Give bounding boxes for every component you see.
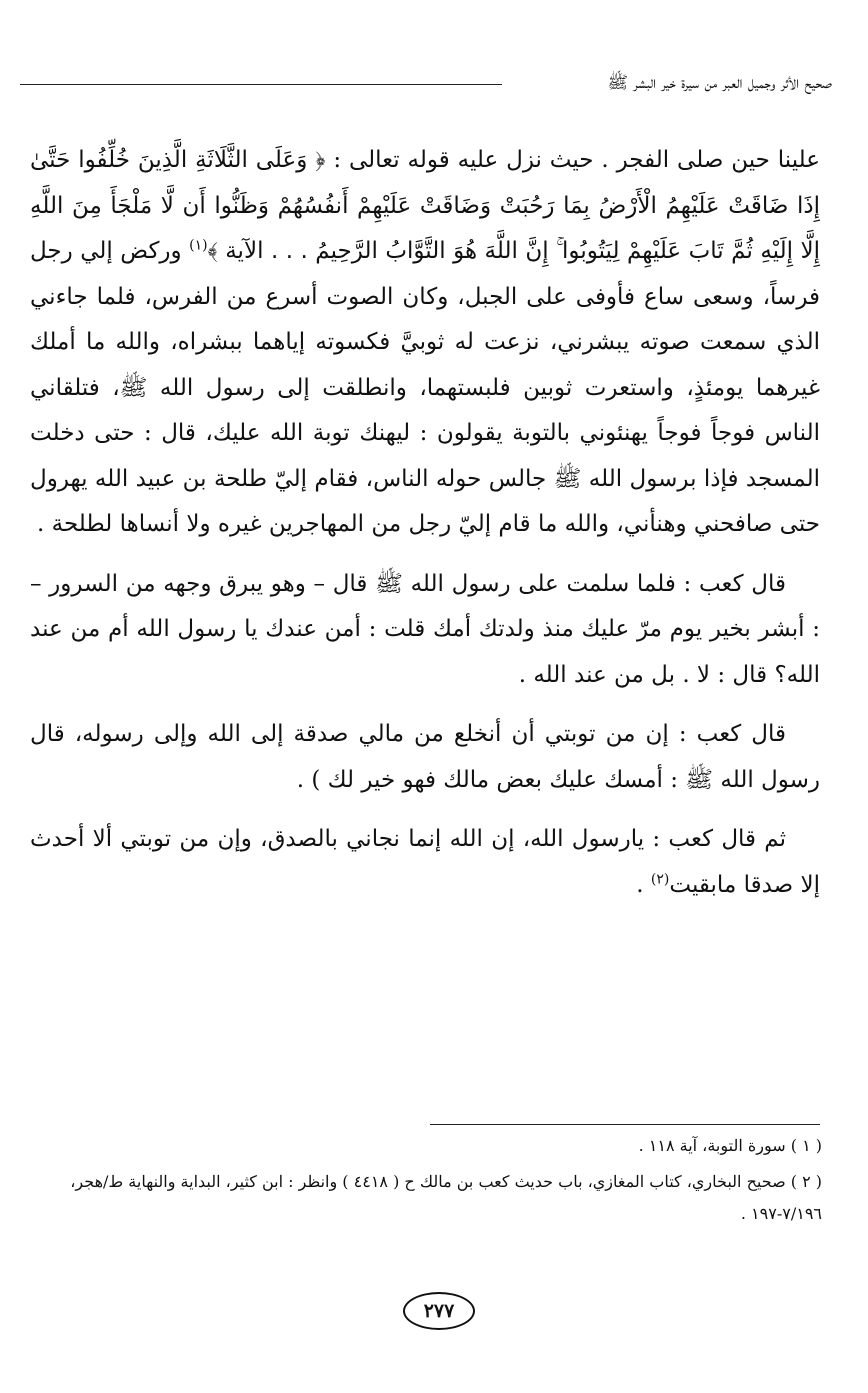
running-header: [20, 66, 832, 110]
footnote-ref-1[interactable]: (١): [189, 237, 208, 254]
footnote-1: ( ١ ) سورة التوبة، آية ١١٨ .: [638, 1136, 822, 1155]
footnote-2: ( ٢ ) صحيح البخاري، كتاب المغازي، باب حديث كعب بن مالك ح ( ٤٤١٨ ) وانظر : ابن كثير، البداية والنهاية ط/هجر، ٧/١٩٦-١٩٧ .: [70, 1172, 822, 1223]
paragraph-1-continuation: وركض إلي رجل فرساً، وسعى ساع فأوفى على الجبل، وكان الصوت أسرع من الفرس، فلما جاءني الذي سمعت صوته يبشرني، نزعت له ثوبيَّ فكسوته إياهما ببشراه، والله ما أملك غيرهما يومئذٍ، واستعرت ثوبين فلبستهما، وانطلقت إلى رسول الله ﷺ، فتلقاني الناس فوجاً فوجاً يهنئوني بالتوبة يقولون : ليهنك توبة الله عليك، قال : حتى دخلت المسجد فإذا برسول الله ﷺ جالس حوله الناس، فقام إليّ طلحة بن عبيد الله يهرول حتى صافحني وهنأني، والله ما قام إليّ رجل من المهاجرين غيره ولا أنساها لطلحة .: [30, 238, 820, 537]
page-number: ٢٧٧: [403, 1292, 475, 1330]
footnotes: [40, 1130, 822, 1234]
paragraph-1: [30, 138, 820, 548]
header-rule: [20, 84, 502, 85]
paragraph-4: [30, 817, 820, 908]
quran-verse: ﴿ وَعَلَى الثَّلَاثَةِ الَّذِينَ خُلِّفُوا حَتَّىٰ إِذَا ضَاقَتْ عَلَيْهِمُ الْأَرْضُ بِمَا رَحُبَتْ وَضَاقَتْ عَلَيْهِمْ أَنفُسُهُمْ وَظَنُّوا أَن لَّا مَلْجَأَ مِنَ اللَّهِ إِلَّا إِلَيْهِ ثُمَّ تَابَ عَلَيْهِمْ لِيَتُوبُوا ۚ إِنَّ اللَّهَ هُوَ التَّوَّابُ الرَّحِيمُ . . . الآية ﴾: [30, 147, 820, 264]
footnote-rule: [430, 1124, 820, 1125]
paragraph-2: قال كعب : فلما سلمت على رسول الله ﷺ قال – وهو يبرق وجهه من السرور – : أبشر بخير يوم مرّ عليك منذ ولدتك أمك قلت : أمن عندك يا رسول الله أم من عند الله؟ قال : لا . بل من عند الله .: [30, 570, 820, 688]
footnote-ref-2[interactable]: (٢): [650, 870, 670, 887]
paragraph-1-intro: علينا حين صلى الفجر . حيث نزل عليه قوله تعالى :: [325, 147, 821, 173]
paragraph-4-end: .: [636, 871, 651, 898]
paragraph-4-text: ثم قال كعب : يارسول الله، إن الله إنما نجاني بالصدق، وإن من توبتي ألا أحدث إلا صدقا مابقيت: [30, 826, 820, 898]
header-title: صحيح الأثر وجميل العبر من سيرة خير البشر ﷺ: [607, 73, 832, 93]
paragraph-3: قال كعب : إن من توبتي أن أنخلع من مالي صدقة إلى الله وإلى رسوله، قال رسول الله ﷺ : أمسك عليك بعض مالك فهو خير لك ) .: [30, 721, 820, 793]
main-text: [30, 138, 820, 922]
